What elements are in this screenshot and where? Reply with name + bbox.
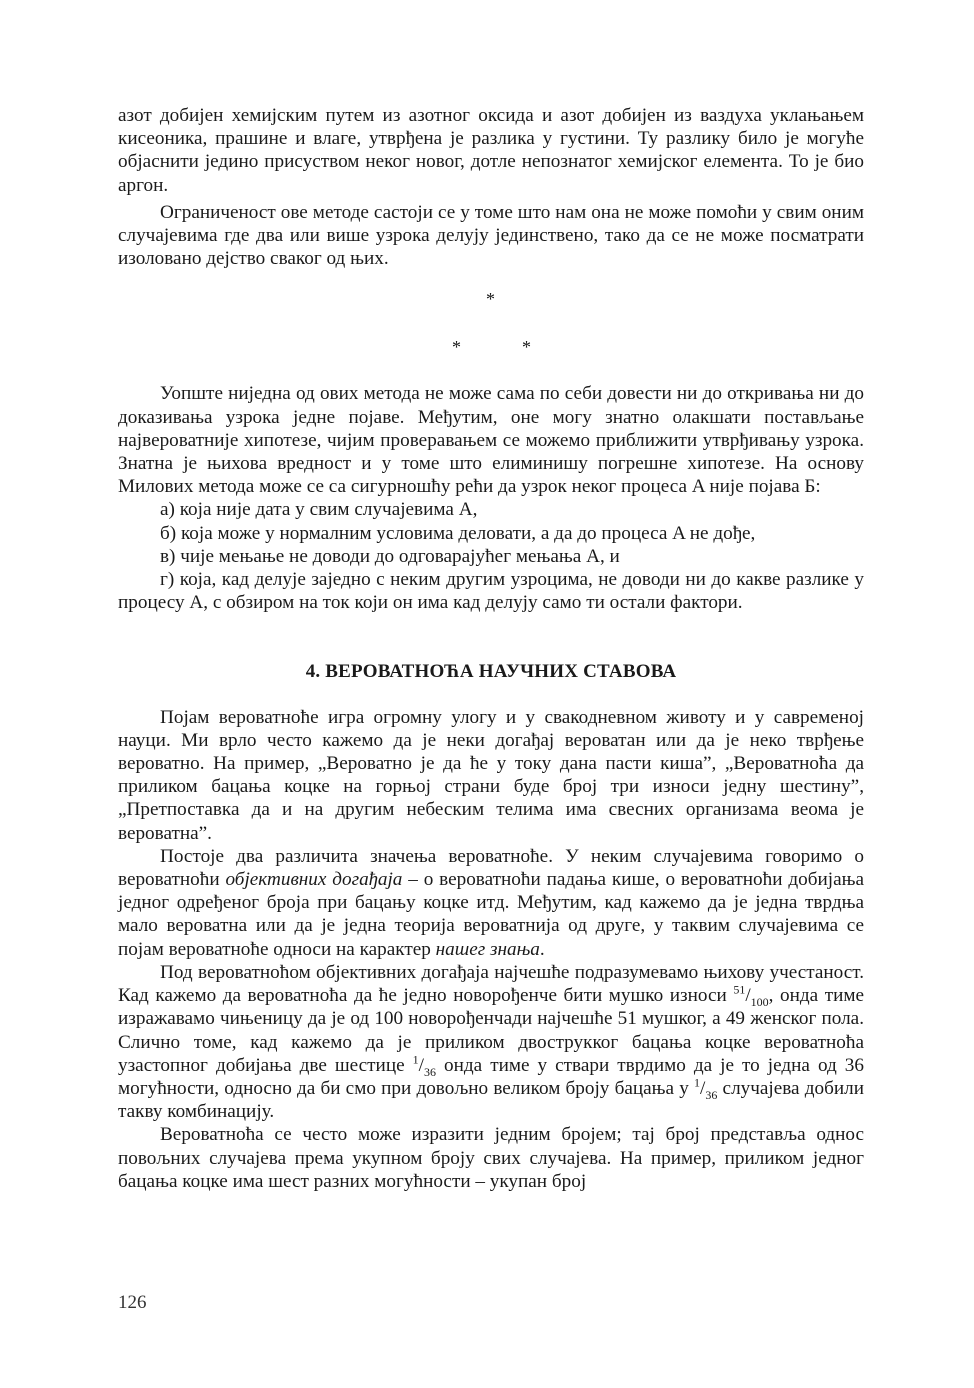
page-number: 126 <box>118 1292 147 1313</box>
text-run: случајева добили такву комбинацију. <box>118 1077 864 1123</box>
emphasis-our-knowledge: нашег знања <box>435 938 540 960</box>
section-separator <box>118 270 864 382</box>
text-run: , онда тиме изражавамо чињеницу да је од 100 новорођенчади најчешће 51 мушког, а 49 женског пола. Слично томе, кад кажемо да је приликом двострукког бацања коцке вероватноћа узастопног добијања две шестице <box>118 985 865 1076</box>
page-body <box>118 104 864 1193</box>
fraction-numerator: 1 <box>694 1075 701 1090</box>
text-run: онда тиме у ствари тврдимо да је то једна од 36 могућности, односно да би смо при довољно великом броју бацања у <box>118 1054 864 1099</box>
fraction-denominator: 36 <box>705 1087 718 1102</box>
fraction-denominator: 36 <box>423 1064 436 1079</box>
list-item-a: а) која није дата у свим случајевима A, <box>160 499 478 521</box>
separator-star: * <box>486 289 495 310</box>
list-item-b: б) која може у нормалним условима деловати, а да до процеса A не дође, <box>160 522 756 544</box>
paragraph-number-expression: Вероватноћа се често може изразити једним бројем; тај број представља однос повољних случајева према укупном броју свих случајева. На пример, приликом једног бацања коцке има шест разних могућности – укупан број <box>118 1124 864 1192</box>
separator-star: * <box>522 337 531 358</box>
separator-star: * <box>452 337 461 358</box>
paragraph-methods: Уопште ниједна од ових метода не може сама по себи довести ни до откривања ни до доказивања узрока једне појаве. Међутим, оне могу знатно олакшати постављање највероватније хипотезе, чијим проверавањем се можемо приближити утврђивању узрока. Знатна је њихова вредност и у томе што елиминишу погрешне хипотезе. На основу Милових метода може се са сигурношћу рећи да узрок неког процеса A није појава Б: <box>118 383 864 498</box>
text-run: Под вероватноћом објективних догађаја најчешће подразумевамо њихову учестаност. Кад кажемо да вероватноћа да ће једно новорођенче бити мушко износи <box>118 961 864 1007</box>
paragraph-probability-concept: Појам вероватноће игра огромну улогу и у свакодневном животу и у савременој науци. Ми врло често кажемо да је неки догађај вероватан или да је неко тврђење вероватно. На пример, „Вероватно је да ће у току дана пасти киша”, „Вероватноћа да приликом бацања коцке на горњој страни буде број три износи једну шестину”, „Претпоставка да и на другим небеским телима има свесних организама веома је вероватна”. <box>118 706 864 844</box>
fraction-numerator: 51 <box>733 982 746 997</box>
text-run: . <box>539 938 545 960</box>
section-heading: 4. ВЕРОВАТНОЋА НАУЧНИХ СТАВОВА <box>305 661 677 683</box>
list-item-g: г) која, кад делује заједно с неким другим узроцима, не доводи ни до какве разлике у процесу A, с обзиром на ток који он има кад делују само ти остали фактори. <box>118 569 864 614</box>
paragraph-limitation: Ограниченост ове методе састоји се у томе што нам она не може помоћи у свим оним случајевима где два или више узрока делују јединствено, тако да се не може посматрати изоловано дејство сваког од њих. <box>118 201 864 270</box>
text-run: Постоје два различита значења вероватноће. У неким случајевима говоримо о вероватноћи <box>118 845 864 891</box>
emphasis-objective-events: објективних догађаја <box>225 869 403 891</box>
list-item-v: в) чије мењање не доводи до одговарајућег мењања A, и <box>160 545 620 567</box>
text-run: – о вероватноћи падања кише, о вероватноћи добијања једног одређеног броја при бацању коцке итд. Међутим, кад кажемо да је једна тврдња мало вероватна или да је једна теорија вероватнија од друге, у таквим случајевима се појам вероватноће односи на карактер <box>118 869 864 960</box>
paragraph-frequency: Под вероватноћом објективних догађаја најчешће подразумевамо њихову учестаност. Кад кажемо да вероватноћа да ће једно новорођенче бити мушко износи $^{51}/_{100}$, онда тиме изражавамо чињеницу да је од 100 новорођенчади најчешће 51 мушког, а 49 женског пола. Слично томе, кад кажемо да је приликом двострукког бацања коцке вероватноћа узастопног добијања две шестице $^1/_{36}$ онда тиме у ствари тврдимо да је то једна од 36 могућности, односно да би смо при довољно великом броју бацања у $^1/_{36}$ случајева добили такву комбинацију. <box>118 961 865 1123</box>
fraction-denominator: 100 <box>750 994 769 1009</box>
paragraph-two-meanings <box>118 845 864 961</box>
paragraph-argon: азот добијен хемијским путем из азотног оксида и азот добијен из ваздуха уклањањем кисеоника, прашине и влаге, утврђена је разлика у густини. Ту разлику било је могуће објаснити једино присуством неког новог, дотле непознатог хемијског елемента. То је био аргон. <box>118 105 864 196</box>
fraction-numerator: 1 <box>412 1052 419 1067</box>
